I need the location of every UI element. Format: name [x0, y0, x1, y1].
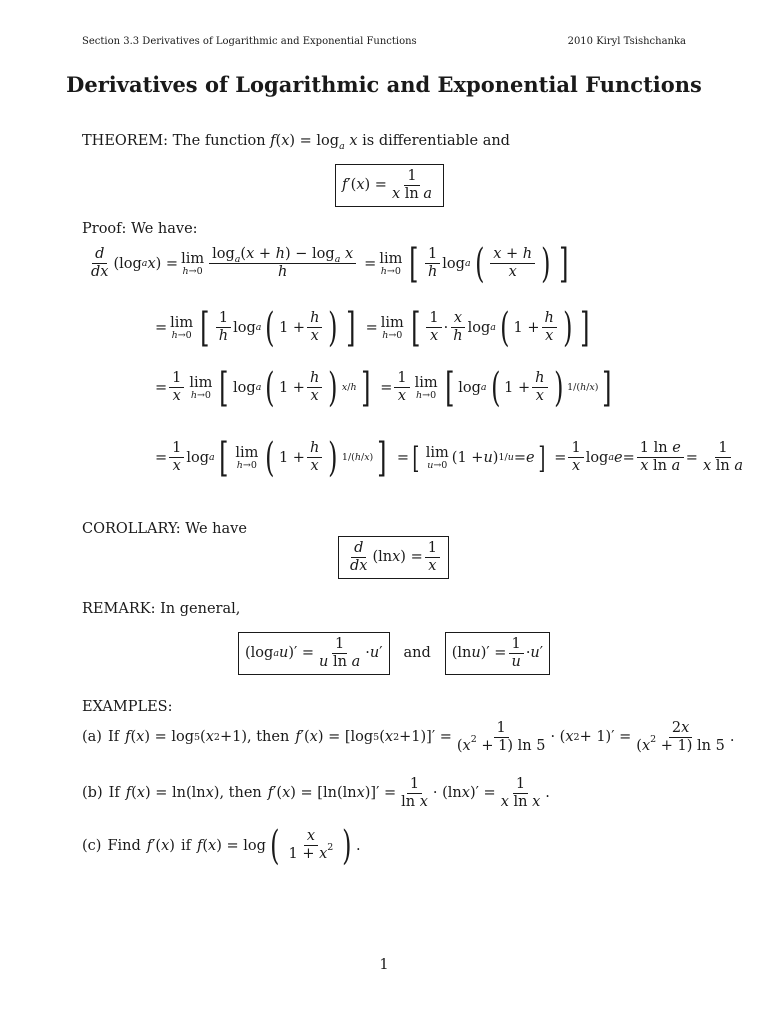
- example-a-then: , then: [247, 729, 290, 746]
- theorem-statement: [82, 132, 510, 150]
- example-c-marker: (c): [82, 837, 102, 854]
- proof-equation-3: = $\frac{1}{x}$ lim h→0 [ log a ( 1 + $\frac{h}{x}$ ) x/h ] = $\frac{1}{x}$ lim h→0 [ log a ( 1 + $\frac{h}{x}$ ) 1/(h/x) ]: [155, 365, 612, 411]
- example-a-if: If: [107, 729, 120, 746]
- proof-equation-1: $\frac{d}{dx}$ (log a x ) = lim h→0 $\frac{\log_a(x + h) - \log_a x}{h}$ = lim h→0 [ $\frac{1}{h}$ log a ( $\frac{x + h}{x}$ ) ]: [91, 241, 569, 287]
- example-c: (c) Find f ′( x ) if f ( x ) = log ( $\frac{x}{1 + x^2}$ ) .: [82, 823, 361, 869]
- theorem-formula: $f(x) = \log_a x$: [270, 133, 358, 152]
- examples-label: EXAMPLES:: [82, 699, 173, 715]
- remark-log-derivative-box: (log a u )′ = $\frac{1}{\text{u ln a}}$ · u ′: [238, 632, 390, 675]
- corollary-boxed-result: $\frac{d}{dx}$ (ln x ) = $\frac{1}{x}$: [338, 536, 449, 579]
- proof-equation-2: = lim h→0 [ $\frac{1}{h}$ log a ( 1 + $\frac{h}{x}$ ) ] = lim h→0 [ $\frac{1}{x}$ · $\frac{x}{h}$ log a ( 1 + $\frac{h}{x}$ ) ]: [155, 305, 590, 351]
- proof-label: Proof: We have:: [82, 221, 198, 237]
- running-header-left: Section 3.3 Derivatives of Logarithmic and Exponential Functions: [82, 36, 417, 47]
- example-b-if: If: [108, 785, 120, 802]
- theorem-label: THEOREM: The function: [82, 133, 266, 149]
- remark-label: REMARK: In general,: [82, 601, 241, 617]
- corollary-label: COROLLARY: We have: [82, 521, 247, 537]
- example-b: (b) If f ( x ) = ln(ln x ) , then f ′( x ) = [ln(ln x )]′ = $\frac{1}{\text{ln x}}$ · (ln x )′ = $\frac{1}{\text{x ln x}}$ .: [82, 776, 550, 810]
- running-header-right: 2010 Kiryl Tsishchanka: [567, 36, 686, 47]
- example-a: (a) If f ( x ) = log 5 ( x 2 +1) , then f ′( x ) = [log 5 ( x 2 +1)]′ = $\frac{1}{(x^2 + 1) \ln 5}$ · ( x 2 + 1)′ = $\frac{2x}{(x^2 + 1) \ln 5}$ .: [82, 720, 735, 754]
- proof-equation-4: = $\frac{1}{x}$ log a [ lim h→0 ( 1 + $\frac{h}{x}$ ) 1/(h/x) ] = [ lim u→0 (1 + u ) 1/u = e ] = $\frac{1}{x}$ log a e = $\frac{\text{1 ln e}}{\text{x ln a}}$ = $\frac{1}{\text{x ln a}}$: [155, 435, 743, 481]
- remark-connector: and: [403, 645, 431, 662]
- remark-ln-derivative-box: (ln u )′ = $\frac{1}{u}$ · u ′: [445, 632, 550, 675]
- theorem-boxed-result: f ′( x ) = $\frac{1}{\text{x ln a}}$: [335, 164, 444, 207]
- theorem-tail: is differentiable and: [362, 133, 510, 149]
- page-number: 1: [379, 957, 389, 973]
- document-title: Derivatives of Logarithmic and Exponential Functions: [66, 72, 702, 97]
- example-b-then: , then: [219, 785, 262, 802]
- example-a-marker: (a): [82, 729, 102, 746]
- example-b-marker: (b): [82, 785, 103, 802]
- remark-formulas: [238, 632, 550, 675]
- example-c-find: Find: [107, 837, 141, 854]
- example-c-if: if: [180, 837, 191, 854]
